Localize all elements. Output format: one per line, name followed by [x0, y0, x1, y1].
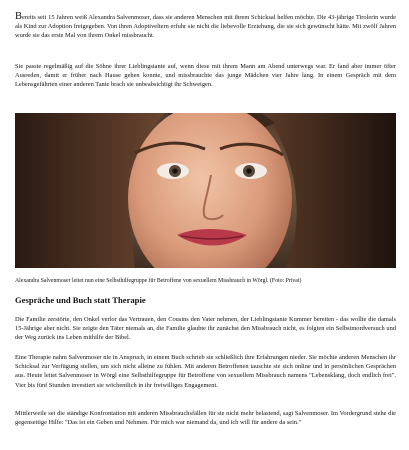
section-subheading: Gespräche und Buch statt Therapie: [15, 295, 146, 305]
drop-cap: B: [15, 11, 23, 22]
article-paragraph-2: Sie passte regelmäßig auf die Söhne ihrer Lieblingstante auf, wenn diese mit ihrem Mann am Abend unterwegs war. Er fand aber immer öfter Ausreden, damit er früher nach Hause gehen konnte, und missbrauchte das junge Mädchen vier Jahre lang. In einem Gespräch mit dem Lebensgefährten einer anderen Tante brach sie unbeabsichtigt ihr Schweigen.: [15, 63, 396, 89]
article-paragraph-3: Die Familie zerstörte, den Onkel verlor das Vertrauen, den Cousins den Vater nehmen, der Lieblingstante Kummer bereiten - das wollte die damals 15-Jährige aber nicht. Sie zeigte den Täter niemals an, die Familie glaubte ihr zunächst den Missbrauch nicht, es folgten ein Selbstmordversuch und der Weg zurück ins Leben mithilfe der Bibel.: [15, 316, 396, 342]
portrait-photo: [15, 113, 396, 268]
article-paragraph-1: [15, 12, 396, 41]
article-paragraph-5: Mittlerweile sei die ständige Konfrontation mit anderen Missbrauchsfällen für sie nicht mehr belastend, sagt Salvenmoser. Im Vordergrund stehe die gegenseitige Hilfe: "Das ist ein Geben und Nehmen. Für mich war niemand da, und ich will für andere da sein.": [15, 410, 396, 427]
article-paragraph-4: Eine Therapie nahm Salvenmoser nie in Anspruch, in einem Buch schrieb sie schließlich ihre Erfahrungen nieder. Sie möchte anderen Menschen ihr Schicksal zur Verfügung stellen, um sich nicht alleine zu fühlen. Mit anderen Betroffenen tauschte sie sich online und in persönlichen Gesprächen aus. Heute leitet Salvenmoser in Wörgl eine Selbsthilfegruppe für Betroffene von sexuellem Missbrauch namens "Lebensklang, doch endlich frei". Vier bis fünf Stunden investiert sie wöchentlich in ihr freiwilliges Engagement.: [15, 354, 396, 389]
paragraph-1-text: ereits seit 15 Jahren weiß Alexandra Salvenmoser, dass sie anderen Menschen mit ihrem Schicksal helfen möchte. Die 43-jährige Tirolerin wurde als Kind zur Adoption freigegeben. Von ihren Adoptiveltern erfuhr sie nicht die liebevolle Erziehung, die sie sich gewünscht hätte. Mit zwölf Jahren wurde sie das erste Mal von ihrem Onkel missbraucht.: [15, 14, 396, 40]
photo-caption: Alexandra Salvenmoser leitet nun eine Selbsthilfegruppe für Betroffene von sexuellem Missbrauch in Wörgl. (Foto: Privat): [15, 278, 302, 284]
